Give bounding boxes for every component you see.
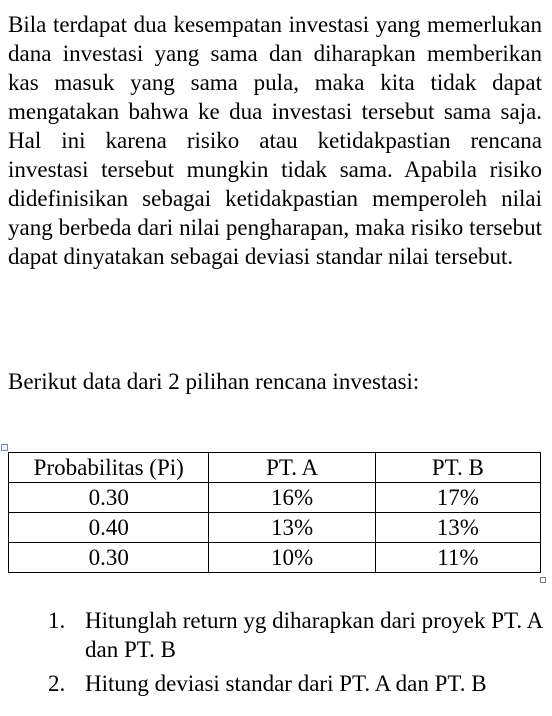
- cell-probability: 0.40: [9, 513, 209, 543]
- list-item-text: Hitunglah return yg diharapkan dari proyek PT. A dan PT. B: [85, 608, 542, 662]
- cell-probability: 0.30: [9, 483, 209, 513]
- table-row: [9, 483, 541, 513]
- list-number: 1.: [48, 608, 66, 633]
- list-item: [8, 606, 542, 664]
- table-resize-handle-icon[interactable]: [540, 577, 546, 583]
- table-intro-text: Berikut data dari 2 pilihan rencana investasi:: [8, 369, 420, 394]
- cell-pt-a: 13%: [209, 513, 375, 543]
- table-row: [9, 543, 541, 573]
- header-pt-b: PT. B: [375, 453, 540, 483]
- cell-pt-a: 16%: [209, 483, 375, 513]
- header-pt-a: PT. A: [209, 453, 375, 483]
- list-item: [8, 669, 542, 698]
- body-paragraph: Bila terdapat dua kesempatan investasi yang memerlukan dana investasi yang sama dan diharapkan memberikan kas masuk yang sama pula, maka kita tidak dapat mengatakan bahwa ke dua investasi tersebut sama saja. Hal ini karena risiko atau ketidakpastian rencana investasi tersebut mungkin tidak sama. Apabila risiko didefinisikan sebagai ketidakpastian memperoleh nilai yang berbeda dari nilai pengharapan, maka risiko tersebut dapat dinyatakan sebagai deviasi standar nilai tersebut.: [8, 12, 542, 269]
- list-item-text: Hitung deviasi standar dari PT. A dan PT. B: [85, 671, 487, 696]
- list-number: 2.: [48, 671, 66, 696]
- header-probability: Probabilitas (Pi): [9, 453, 209, 483]
- cell-pt-a: 10%: [209, 543, 375, 573]
- table-header-row: [9, 453, 541, 483]
- investment-data-table: [8, 452, 541, 573]
- table-move-handle-icon[interactable]: [1, 444, 8, 451]
- cell-probability: 0.30: [9, 543, 209, 573]
- cell-pt-b: 11%: [375, 543, 540, 573]
- table-row: [9, 513, 541, 543]
- question-list: [8, 606, 542, 703]
- cell-pt-b: 17%: [375, 483, 540, 513]
- cell-pt-b: 13%: [375, 513, 540, 543]
